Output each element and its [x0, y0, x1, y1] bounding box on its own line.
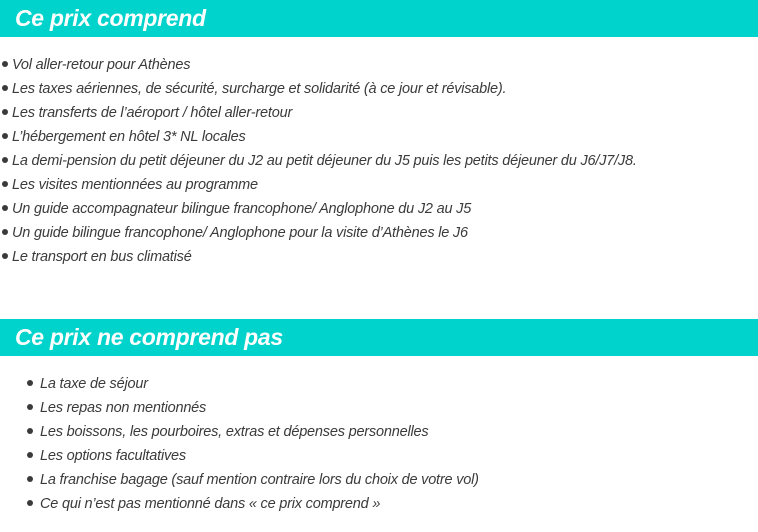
list-item: Ce qui n’est pas mentionné dans « ce prix comprend » [27, 492, 479, 516]
bullet-icon [2, 181, 8, 187]
list-item: Vol aller-retour pour Athènes [2, 53, 637, 77]
bullet-icon [27, 404, 33, 410]
bullet-icon [27, 500, 33, 506]
bullet-icon [2, 109, 8, 115]
list-item: Le transport en bus climatisé [2, 245, 637, 269]
section-header-included [0, 0, 758, 37]
section-title-not-included: Ce prix ne comprend pas [15, 324, 283, 350]
bullet-icon [2, 61, 8, 67]
list-item: Un guide accompagnateur bilingue francophone/ Anglophone du J2 au J5 [2, 197, 637, 221]
list-item: La demi-pension du petit déjeuner du J2 au petit déjeuner du J5 puis les petits déjeuner du J6/J7/J8. [2, 149, 637, 173]
list-item: L’hébergement en hôtel 3* NL locales [2, 125, 637, 149]
bullet-icon [2, 205, 8, 211]
list-item: Les transferts de l’aéroport / hôtel aller-retour [2, 101, 637, 125]
section-title-included: Ce prix comprend [15, 5, 206, 31]
included-list [2, 53, 637, 269]
list-item: Les boissons, les pourboires, extras et dépenses personnelles [27, 420, 479, 444]
bullet-icon [27, 428, 33, 434]
list-item: La franchise bagage (sauf mention contraire lors du choix de votre vol) [27, 468, 479, 492]
bullet-icon [2, 85, 8, 91]
list-item: La taxe de séjour [27, 372, 479, 396]
bullet-icon [2, 253, 8, 259]
bullet-icon [2, 133, 8, 139]
section-header-not-included [0, 319, 758, 356]
not-included-list [27, 372, 479, 516]
list-item: Un guide bilingue francophone/ Anglophone pour la visite d’Athènes le J6 [2, 221, 637, 245]
bullet-icon [27, 380, 33, 386]
list-item: Les repas non mentionnés [27, 396, 479, 420]
list-item: Les taxes aériennes, de sécurité, surcharge et solidarité (à ce jour et révisable). [2, 77, 637, 101]
bullet-icon [27, 476, 33, 482]
bullet-icon [2, 157, 8, 163]
list-item: Les visites mentionnées au programme [2, 173, 637, 197]
bullet-icon [2, 229, 8, 235]
bullet-icon [27, 452, 33, 458]
list-item: Les options facultatives [27, 444, 479, 468]
